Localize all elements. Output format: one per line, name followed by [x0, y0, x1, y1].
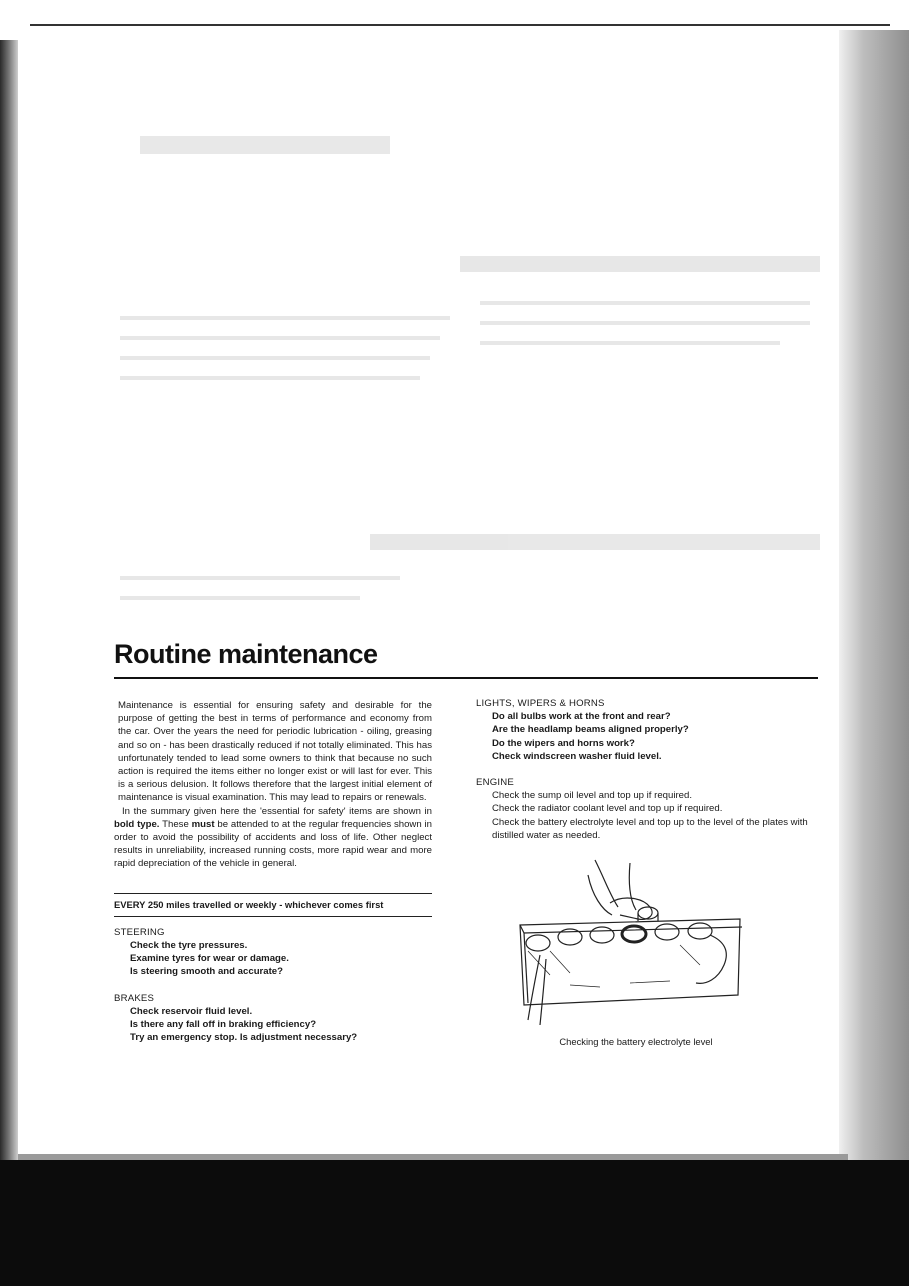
section-heading: ENGINE [476, 777, 514, 789]
battery-illustration [510, 855, 750, 1030]
right-column [476, 697, 816, 842]
checklist-item: Check the radiator coolant level and top up if required. [492, 803, 723, 815]
scan-left-binding-edge [0, 40, 18, 1190]
scan-top-edge [30, 24, 890, 26]
steering-section [114, 926, 432, 979]
section-heading: STEERING [114, 926, 165, 938]
show-through-ghost [120, 96, 820, 656]
checklist-item: Check the sump oil level and top up if required. [492, 790, 692, 802]
scan-margin [0, 0, 909, 46]
checklist-item: Check the battery electrolyte level and top up to the level of the plates with distilled water as needed. [492, 816, 808, 841]
page-title: Routine maintenance [114, 639, 378, 669]
title-rule [114, 677, 818, 679]
checklist-item: Check the tyre pressures. [130, 940, 248, 952]
checklist-item: Examine tyres for wear or damage. [130, 953, 289, 965]
safety-text-must: must [191, 818, 215, 830]
checklist-item: Are the headlamp beams aligned properly? [492, 724, 689, 736]
scan-right-shadow [839, 30, 909, 1220]
intro-paragraph: Maintenance is essential for ensuring safety and desirable for the purpose of getting the best in terms of performance and economy from the car. Over the years the need for periodic lubrication - oiling, greasing and so on - has been drastically reduced if not totally eliminated. This has unfortunately tended to lead some owners to think that because no such action is required the items either no longer exist or will last for ever. This is a serious delusion. It follows therefore that the largest initial element of maintenance is visual examination. This may lead to repairs or renewals. [118, 700, 432, 804]
safety-text-e: be attended to at the regular frequencies shown in order to avoid the possibility of accidents and loss of life. Other neglect results in unreliability, increased running costs, more rapid wear and more rapid depreciation of the vehicle in general. [114, 818, 432, 870]
left-column [114, 699, 432, 1044]
checklist-item: Is steering smooth and accurate? [130, 966, 284, 978]
scan-bottom-band [0, 1160, 909, 1286]
engine-section [476, 776, 816, 842]
checklist-item: Try an emergency stop. Is adjustment necessary? [130, 1032, 358, 1044]
safety-text-a: In the summary given here the 'essential for safety' items are shown in [122, 805, 432, 817]
section-heading: LIGHTS, WIPERS & HORNS [476, 698, 605, 709]
safety-text-c: These [159, 818, 192, 830]
safety-text-bold: bold type. [114, 818, 160, 830]
checklist-item: Do all bulbs work at the front and rear? [492, 711, 671, 723]
checklist-item: Check reservoir fluid level. [130, 1005, 253, 1017]
lights-section [476, 697, 816, 763]
checklist-item: Do the wipers and horns work? [492, 737, 635, 749]
checklist-item: Is there any fall off in braking efficiency? [130, 1019, 317, 1031]
brakes-section [114, 992, 432, 1045]
section-heading: BRAKES [114, 992, 155, 1004]
checklist-item: Check windscreen washer fluid level. [492, 750, 662, 762]
interval-heading: EVERY 250 miles travelled or weekly - whichever comes first [114, 893, 432, 917]
figure-caption: Checking the battery electrolyte level [559, 1036, 713, 1047]
safety-paragraph [114, 805, 432, 871]
